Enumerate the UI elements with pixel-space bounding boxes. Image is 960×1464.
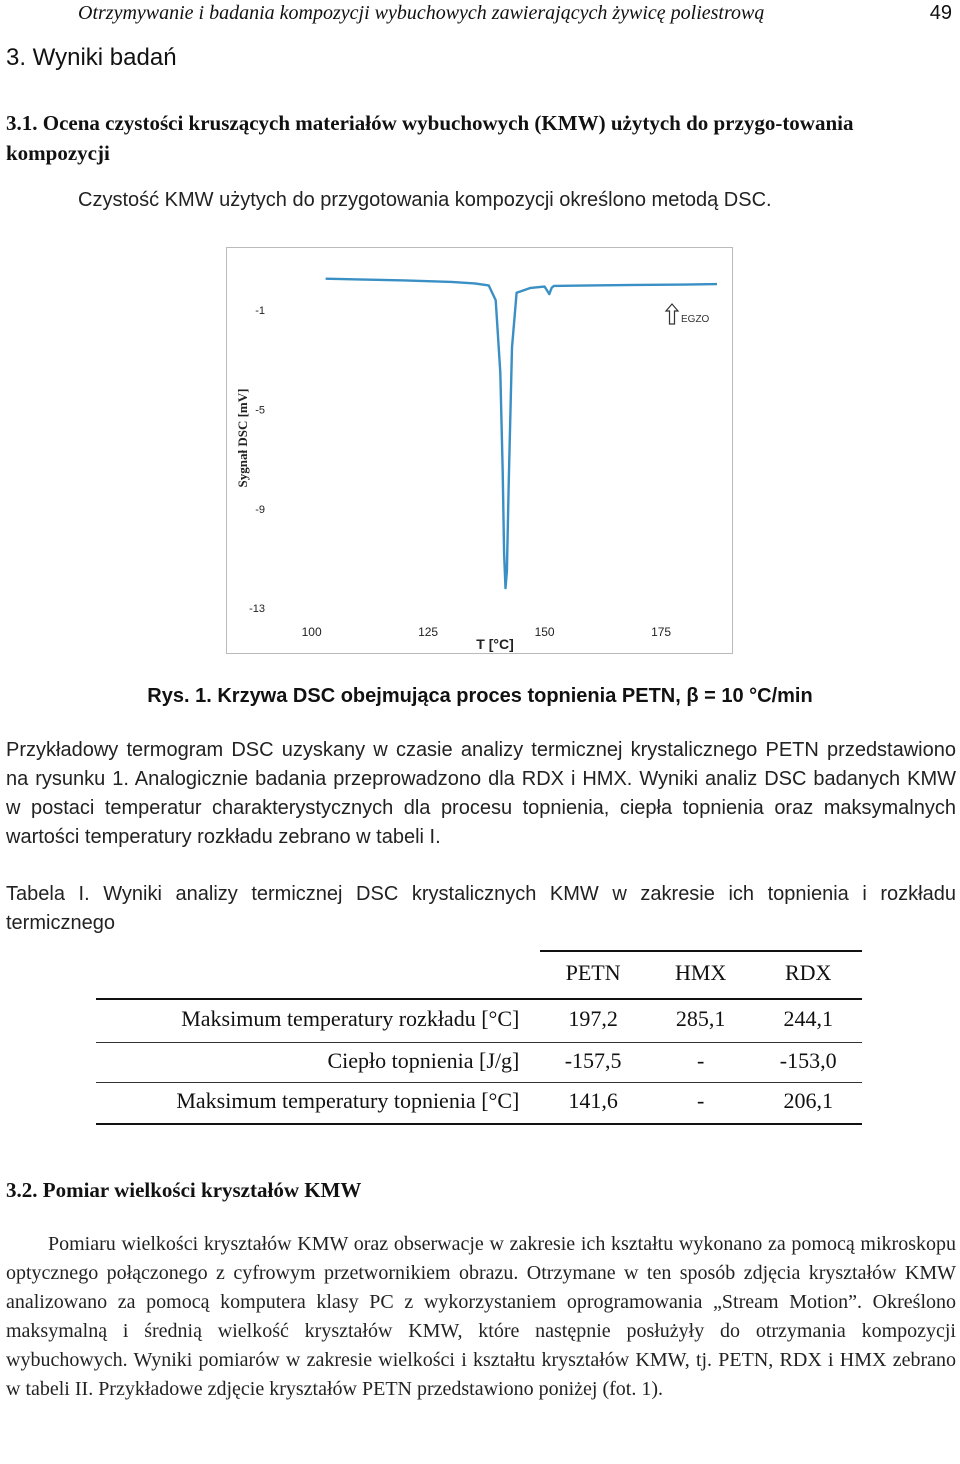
- intro-sentence: Czystość KMW użytych do przygotowania kompozycji określono metodą DSC.: [78, 189, 772, 211]
- y-tick-label: -13: [249, 603, 265, 616]
- table-caption: Tabela I. Wyniki analizy termicznej DSC krystalicznych KMW w zakresie ich topnienia i rozkładu termicznego: [6, 883, 956, 934]
- column-header: PETN: [565, 960, 621, 985]
- dsc-chart-frame: [226, 247, 733, 654]
- table-cell: 206,1: [783, 1088, 833, 1113]
- paragraph-2-text: Pomiaru wielkości kryształów KMW oraz obserwacje w zakresie ich kształtu wykonano za pomocą mikroskopu optycznego połączonego z cyfrowym przetwornikiem obrazu. Otrzymane w ten sposób zdjęcia kryształów KMW analizowano za pomocą komputera klasy PC z wykorzystaniem oprogramowania „Stream Motion”. Określono maksymalną i średnią wielkość kryształów KMW, które następnie posłużyły do otrzymania kompozycji wybuchowych. Wyniki pomiarów w zakresie wielkości i kształtu kryształów KMW, tj. PETN, RDX i HMX zebrano w tabeli II. Przykładowe zdjęcie kryształów PETN przedstawiono poniżej (fot. 1).: [6, 1233, 956, 1400]
- table-row: [96, 996, 862, 1041]
- dsc-curve-series: [326, 279, 717, 589]
- subsection-title-1: 3.1. Ocena czystości kruszących materiałów wybuchowych (KMW) użytych do przygo-towania kompozycji: [6, 111, 854, 165]
- y-axis-label: Sygnał DSC [mV]: [235, 388, 250, 488]
- row-label: Maksimum temperatury topnienia [°C]: [176, 1088, 520, 1113]
- column-header: RDX: [784, 960, 832, 985]
- table-cell: -: [696, 1048, 705, 1073]
- x-axis-label: T [°C]: [476, 636, 514, 652]
- dsc-chart: [227, 248, 732, 653]
- y-tick-group: [249, 305, 265, 615]
- table-rule-bottom: [96, 1123, 862, 1125]
- table-cell: 285,1: [675, 1005, 726, 1031]
- y-tick-label: -1: [255, 305, 265, 318]
- row-label: Ciepło topnienia [J/g]: [327, 1048, 520, 1073]
- figure-caption: Rys. 1. Krzywa DSC obejmująca proces topnienia PETN, β = 10 °C/min: [147, 685, 813, 707]
- paragraph-1: Przykładowy termogram DSC uzyskany w czasie analizy termicznej krystalicznego PETN przedstawiono na rysunku 1. Analogicznie badania przeprowadzono dla RDX i HMX. Wyniki analiz DSC badanych KMW w postaci temperatur charakterystycznych dla procesu topnienia, ciepła topnienia oraz maksymalnych wartości temperatury rozkładu zebrano w tabeli I.: [6, 739, 956, 848]
- y-tick-label: -9: [255, 503, 265, 516]
- section-title: 3. Wyniki badań: [6, 44, 177, 71]
- egzo-label: EGZO: [681, 314, 710, 325]
- x-tick-label: 175: [651, 625, 672, 639]
- x-tick-label: 150: [534, 625, 555, 639]
- table-cell: 244,1: [783, 1005, 833, 1031]
- page-number: 49: [929, 2, 952, 24]
- table-cell: -157,5: [564, 1048, 622, 1073]
- running-header: Otrzymywanie i badania kompozycji wybuchowych zawierających żywicę poliestrową: [78, 2, 765, 24]
- table-header-row: [96, 950, 862, 996]
- x-tick-label: 125: [418, 625, 439, 639]
- table-cell: 197,2: [568, 1005, 618, 1031]
- table-cell: -: [696, 1088, 705, 1113]
- table-row: [96, 1041, 862, 1081]
- egzo-annotation: [666, 304, 710, 325]
- y-tick-label: -5: [255, 404, 265, 417]
- table-cell: -153,0: [779, 1048, 837, 1073]
- x-tick-label: 100: [301, 625, 322, 639]
- up-arrow-icon: [666, 304, 678, 324]
- results-table: [96, 950, 862, 1121]
- subsection-title-2: 3.2. Pomiar wielkości kryształów KMW: [6, 1178, 362, 1202]
- column-header: HMX: [674, 960, 727, 985]
- row-label: Maksimum temperatury rozkładu [°C]: [181, 1005, 520, 1031]
- paragraph-2: [6, 1230, 956, 1404]
- table-row: [96, 1081, 862, 1121]
- table-cell: 141,6: [568, 1088, 618, 1113]
